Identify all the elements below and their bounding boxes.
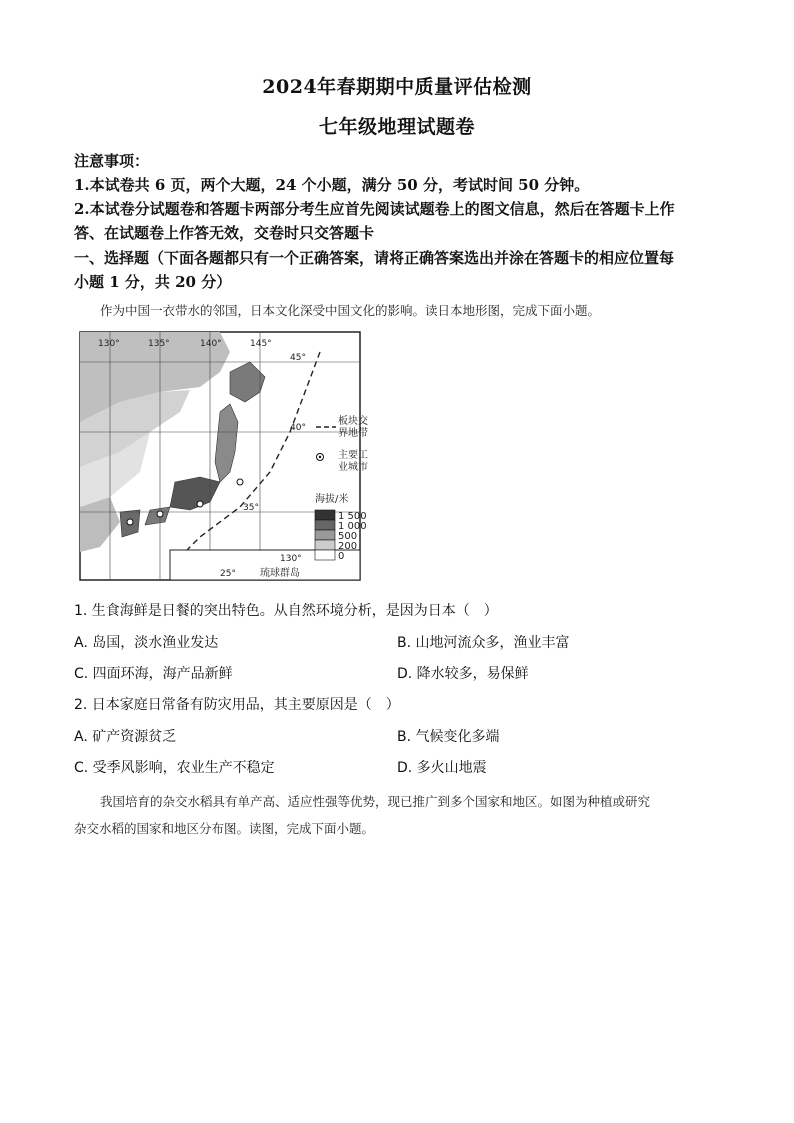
longitude-label-145: 145° [250, 339, 272, 349]
section-heading-line-1: 一、选择题（下面各题都只有一个正确答案，请将正确答案选出并涂在答题卡的相应位置每 [74, 249, 675, 267]
exam-subtitle: 七年级地理试题卷 [318, 116, 475, 138]
question-2-option-b[interactable]: B. 气候变化多端 [397, 729, 500, 745]
question-1-option-b[interactable]: B. 山地河流众多，渔业丰富 [397, 635, 570, 651]
longitude-label-130: 130° [98, 339, 120, 349]
question-2-option-c[interactable]: C. 受季风影响，农业生产不稳定 [74, 760, 275, 776]
legend-elevation-500: 500 [338, 531, 358, 542]
latitude-label-40: 40° [290, 423, 306, 433]
passage-2-line-1: 我国培育的杂交水稻具有单产高、适应性强等优势，现已推广到多个国家和地区。如图为种植或研究 [100, 794, 651, 809]
longitude-label-135: 135° [148, 339, 170, 349]
section-intro: 作为中国一衣带水的邻国，日本文化深受中国文化的影响。读日本地形图，完成下面小题。 [100, 303, 601, 318]
legend-elevation-1500: 1 500 [338, 511, 367, 522]
legend-elevation-0: 0 [338, 551, 345, 562]
question-1-option-d[interactable]: D. 降水较多，易保鲜 [397, 666, 529, 682]
passage-2-line-2: 杂交水稻的国家和地区分布图。读图，完成下面小题。 [74, 821, 375, 836]
question-1-option-a[interactable]: A. 岛国，淡水渔业发达 [74, 635, 219, 651]
inset-label-ryukyu: 琉球群岛 [260, 568, 300, 579]
japan-topographic-map [80, 332, 368, 580]
question-2-option-d[interactable]: D. 多火山地震 [397, 760, 487, 776]
notice-item-1: 1.本试卷共 6 页，两个大题，24 个小题，满分 50 分，考试时间 50 分钟。 [74, 176, 590, 194]
notice-item-2-line-1: 2.本试卷分试题卷和答题卡两部分考生应首先阅读试题卷上的图文信息，然后在答题卡上作 [74, 200, 675, 218]
exam-title: 2024年春期期中质量评估检测 [262, 76, 532, 98]
legend-plate-boundary-line-1: 板块交 [338, 416, 368, 427]
legend-city-line-1: 主要工 [338, 450, 368, 461]
section-heading-line-2: 小题 1 分，共 20 分） [74, 273, 232, 291]
legend-elevation-200: 200 [338, 541, 358, 552]
inset-latitude: 25° [220, 569, 236, 579]
legend-elevation-title: 海拔/米 [315, 494, 349, 505]
question-2-option-a[interactable]: A. 矿产资源贫乏 [74, 729, 177, 745]
legend-city-line-2: 业城市 [338, 462, 368, 473]
notice-item-2-line-2: 答、在试题卷上作答无效，交卷时只交答题卡 [74, 224, 375, 242]
latitude-label-35: 35° [243, 503, 259, 513]
question-1-option-c[interactable]: C. 四面环海，海产品新鲜 [74, 666, 233, 682]
longitude-label-140: 140° [200, 339, 222, 349]
legend-elevation-1000: 1 000 [338, 521, 367, 532]
question-2-stem: 2. 日本家庭日常备有防灾用品，其主要原因是（ ） [74, 697, 400, 713]
inset-longitude: 130° [280, 554, 302, 564]
question-1-stem: 1. 生食海鲜是日餐的突出特色。从自然环境分析，是因为日本（ ） [74, 603, 498, 619]
notice-heading: 注意事项： [74, 152, 150, 170]
legend-plate-boundary-line-2: 界地带 [338, 428, 368, 439]
latitude-label-45: 45° [290, 353, 306, 363]
